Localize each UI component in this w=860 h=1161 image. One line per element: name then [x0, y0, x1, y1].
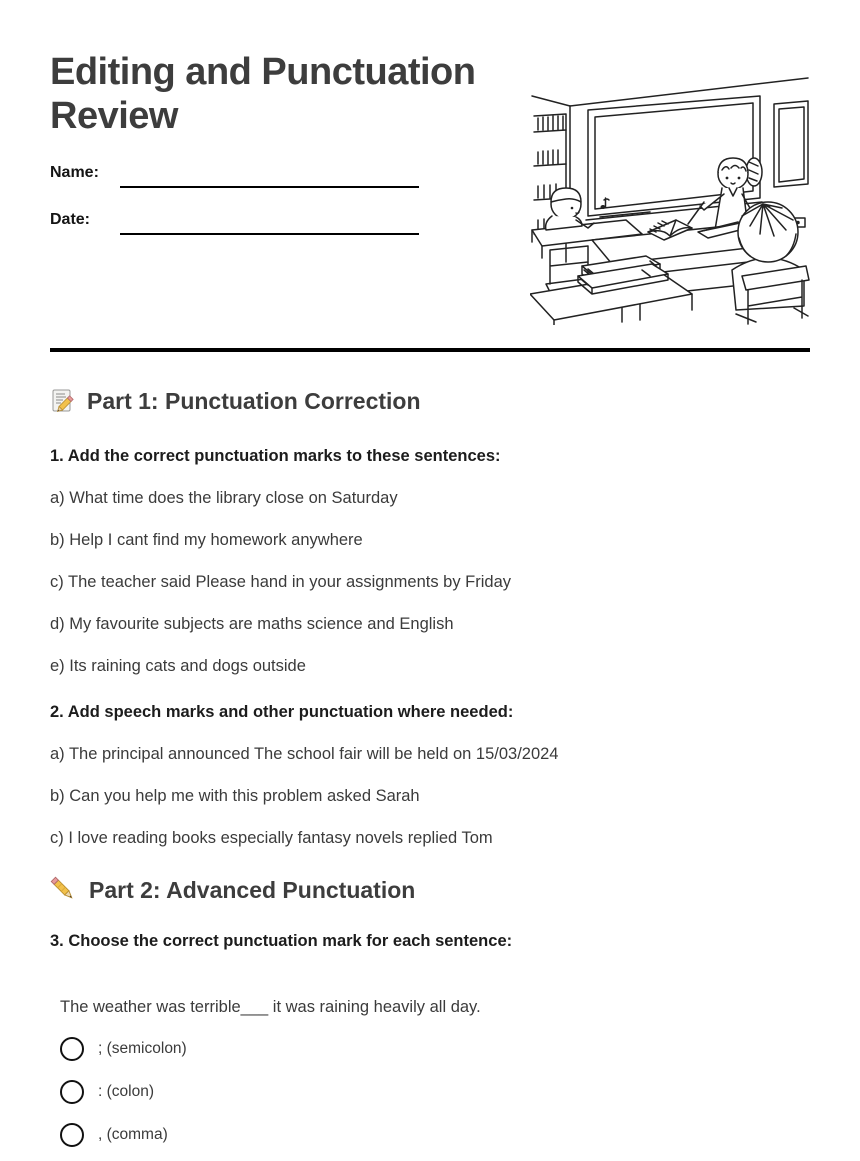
page-title: Editing and Punctuation Review — [50, 51, 476, 138]
q2-item-b: b) Can you help me with this problem asked Sarah — [50, 787, 420, 805]
part1-heading — [50, 386, 810, 416]
part2-heading — [50, 875, 810, 905]
section-divider — [50, 348, 810, 352]
classroom-illustration — [530, 70, 810, 325]
q1-item-a: a) What time does the library close on Saturday — [50, 489, 398, 507]
name-field[interactable] — [120, 166, 419, 188]
q1-item-d: d) My favourite subjects are maths science and English — [50, 615, 454, 633]
question2-prompt: 2. Add speech marks and other punctuation where needed: — [50, 703, 514, 721]
option-label-comma: , (comma) — [98, 1126, 168, 1143]
radio-colon[interactable] — [60, 1080, 84, 1104]
q1-item-b: b) Help I cant find my homework anywhere — [50, 531, 363, 549]
radio-semicolon[interactable] — [60, 1037, 84, 1061]
q3-sentence: The weather was terrible___ it was raining heavily all day. — [60, 998, 481, 1016]
worksheet-content — [50, 378, 810, 1148]
radio-comma[interactable] — [60, 1123, 84, 1147]
option-label-colon: : (colon) — [98, 1083, 154, 1100]
question1-prompt: 1. Add the correct punctuation marks to these sentences: — [50, 447, 501, 465]
option-row-comma — [60, 1122, 810, 1148]
classroom-illustration-svg — [530, 70, 810, 325]
part2-heading-text: Part 2: Advanced Punctuation — [89, 877, 416, 903]
name-label: Name: — [50, 164, 99, 181]
pencil-icon — [50, 876, 78, 904]
q1-item-c: c) The teacher said Please hand in your assignments by Friday — [50, 573, 512, 591]
part1-heading-text: Part 1: Punctuation Correction — [87, 388, 421, 414]
q2-item-a: a) The principal announced The school fair will be held on 15/03/2024 — [50, 745, 559, 763]
memo-icon — [50, 388, 76, 414]
option-row-colon — [60, 1079, 810, 1105]
date-label: Date: — [50, 211, 91, 228]
date-field[interactable] — [120, 213, 419, 235]
q1-item-e: e) Its raining cats and dogs outside — [50, 657, 306, 675]
option-row-semicolon — [60, 1036, 810, 1062]
q2-item-c: c) I love reading books especially fantasy novels replied Tom — [50, 829, 493, 847]
question3-prompt: 3. Choose the correct punctuation mark for each sentence: — [50, 932, 513, 950]
option-label-semicolon: ; (semicolon) — [98, 1040, 187, 1057]
